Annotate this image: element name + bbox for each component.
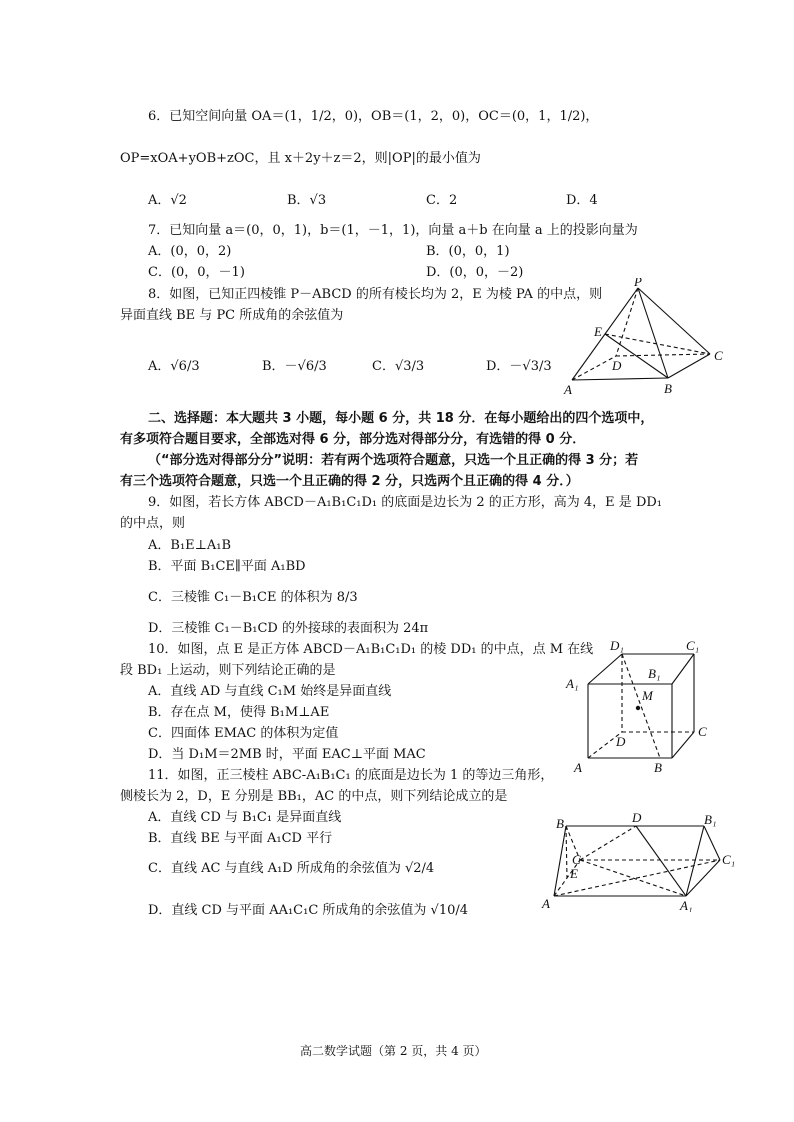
q7-option-d: D．(0，0，－2) <box>426 265 524 280</box>
q6-line1 <box>148 108 598 126</box>
q6-line2: OP=xOA+yOB+zOC，且 x＋2y＋z＝2，则|OP|的最小值为 <box>120 151 481 166</box>
prism-figure <box>540 808 740 912</box>
q11-line1: 11．如图，正三棱柱 ABC-A₁B₁C₁ 的底面是边长为 1 的等边三角形， <box>148 768 554 783</box>
q8-label-p: P <box>634 278 642 289</box>
q6-option-d: D．4 <box>566 193 598 208</box>
q10-label-d: D <box>616 734 626 749</box>
section2-note1: （“部分选对得部分分”说明：若有两个选项符合题意，只选一个且正确的得 3 分；若 <box>148 453 639 468</box>
q10-option-d: D．当 D₁M＝2MB 时，平面 EAC⊥平面 MAC <box>148 747 426 762</box>
q11-label-b1: B₁ <box>704 812 717 827</box>
section2-line1: 二、选择题：本大题共 3 小题，每小题 6 分，共 18 分．在每小题给出的四个选项中， <box>148 411 654 426</box>
section2-line2: 有多项符合题目要求，全部选对得 6 分，部分选对得部分分，有选错的得 0 分． <box>120 432 586 447</box>
q11-label-c: C <box>572 852 581 867</box>
q10-label-b1: B₁ <box>648 666 661 681</box>
q10-label-a: A <box>574 760 582 775</box>
q9-option-c: C．三棱锥 C₁－B₁CE 的体积为 8/3 <box>148 590 358 605</box>
q10-line2: 段 BD₁ 上运动，则下列结论正确的是 <box>120 663 336 678</box>
q7-option-c: C．(0，0，－1) <box>148 265 245 280</box>
q11-option-c: C．直线 AC 与直线 A₁D 所成角的余弦值为 √2/4 <box>148 861 435 876</box>
q8-label-d: D <box>612 358 622 373</box>
q11-option-d: D．直线 CD 与平面 AA₁C₁C 所成角的余弦值为 √10/4 <box>148 903 469 918</box>
q10-label-b: B <box>654 760 662 775</box>
q9-line2: 的中点，则 <box>120 516 186 531</box>
q10-label-c1: C₁ <box>686 638 700 653</box>
q11-label-b: B <box>556 816 564 831</box>
q8-label-a: A <box>564 382 572 397</box>
q8-option-a: A．√6/3 <box>148 359 200 374</box>
q8-option-c: C．√3/3 <box>372 359 425 374</box>
q8-line1: 8．如图，已知正四棱锥 P－ABCD 的所有棱长均为 2，E 为棱 PA 的中点，则 <box>148 287 603 302</box>
q6-line1-text: 6．已知空间向量 OA＝(1，1/2，0)，OB＝(1，2，0)，OC＝(0，1，1/2)， <box>148 109 599 124</box>
pyramid-figure <box>560 278 730 398</box>
q10-option-c: C．四面体 EMAC 的体积为定值 <box>148 726 339 741</box>
q10-line1: 10．如图，点 E 是正方体 ABCD－A₁B₁C₁D₁ 的棱 DD₁ 的中点，点 M 在线 <box>148 642 594 657</box>
q8-label-e: E <box>594 324 602 339</box>
page-footer: 高二数学试题（第 2 页，共 4 页） <box>300 1044 487 1058</box>
q7-stem: 7．已知向量 a＝(0，0，1)，b＝(1，－1，1)，向量 a＋b 在向量 a 上的投影向量为 <box>148 223 638 238</box>
q11-label-c1: C₁ <box>722 852 736 867</box>
q6-option-c: C．2 <box>426 193 458 208</box>
q11-option-b: B．直线 BE 与平面 A₁CD 平行 <box>148 831 333 846</box>
q8-option-b: B．－√6/3 <box>262 359 327 374</box>
q11-label-d: D <box>632 810 642 825</box>
q6-option-b: B．√3 <box>287 193 327 208</box>
q11-option-a: A．直线 CD 与 B₁C₁ 是异面直线 <box>148 810 342 825</box>
q11-line2: 侧棱长为 2，D，E 分别是 BB₁，AC 的中点，则下列结论成立的是 <box>120 789 508 804</box>
q7-option-b: B．(0，0，1) <box>426 244 510 259</box>
q10-label-a1: A₁ <box>566 676 579 691</box>
q10-label-c: C <box>698 724 707 739</box>
q6-option-a: A．√2 <box>148 193 187 208</box>
q8-line2: 异面直线 BE 与 PC 所成角的余弦值为 <box>120 308 344 323</box>
section2-note2: 有三个选项符合题意，只选一个且正确的得 2 分，只选两个且正确的得 4 分．） <box>120 474 579 489</box>
q9-option-a: A．B₁E⊥A₁B <box>148 538 232 553</box>
q8-label-c: C <box>714 348 723 363</box>
cube-figure <box>560 636 720 776</box>
q10-option-a: A．直线 AD 与直线 C₁M 始终是异面直线 <box>148 684 392 699</box>
q9-option-b: B．平面 B₁CE∥平面 A₁BD <box>148 559 306 574</box>
q11-label-a: A <box>542 896 550 911</box>
q10-label-m: M <box>642 688 653 703</box>
q9-option-d: D．三棱锥 C₁－B₁CD 的外接球的表面积为 24π <box>148 621 429 636</box>
q11-label-a1: A₁ <box>680 898 693 912</box>
q7-option-a: A．(0，0，2) <box>148 244 232 259</box>
q8-label-b: B <box>664 381 672 396</box>
q8-option-d: D．－√3/3 <box>486 359 552 374</box>
q9-line1: 9．如图，若长方体 ABCD－A₁B₁C₁D₁ 的底面是边长为 2 的正方形，高为 4，E 是 DD₁ <box>148 495 662 510</box>
q10-option-b: B．存在点 M，使得 B₁M⊥AE <box>148 705 330 720</box>
q11-label-e: E <box>570 866 578 881</box>
q10-label-d1: D₁ <box>610 638 624 653</box>
